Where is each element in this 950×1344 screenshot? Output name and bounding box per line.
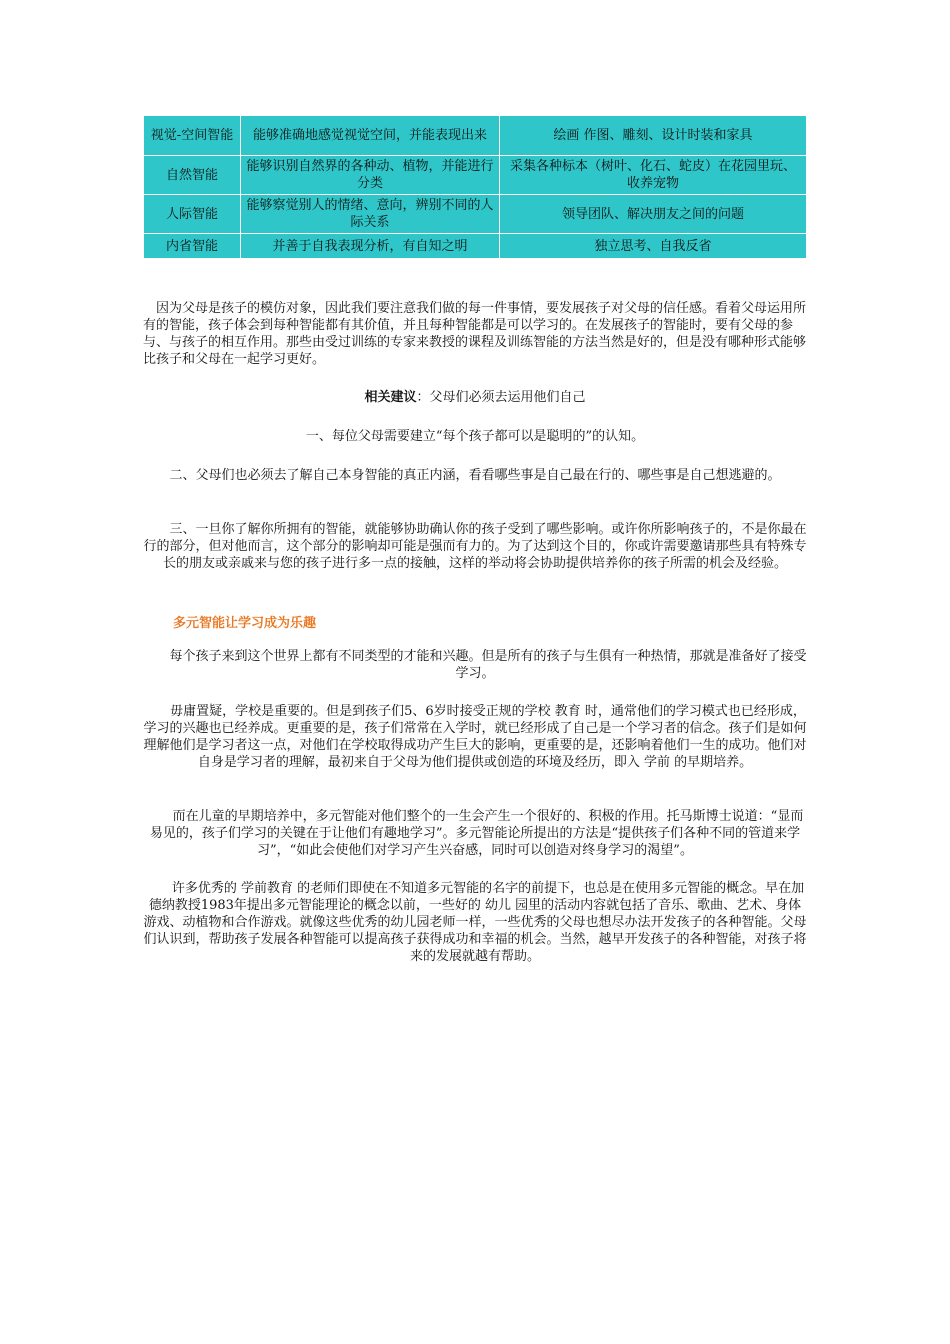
intelligence-description: 能够准确地感觉视觉空间，并能表现出来	[241, 116, 500, 156]
intelligence-table	[143, 115, 807, 259]
intelligence-activities: 领导团队、解决朋友之间的问题	[500, 195, 807, 234]
table-row	[144, 195, 807, 234]
intelligence-activities: 采集各种标本（树叶、化石、蛇皮）在花园里玩、收养宠物	[500, 156, 807, 195]
table-row	[144, 156, 807, 195]
section-heading: 多元智能让学习成为乐趣	[173, 616, 317, 631]
intelligence-activities: 独立思考、自我反省	[500, 234, 807, 259]
suggestion-three: 三、一旦你了解你所拥有的智能，就能够协助确认你的孩子受到了哪些影响。或许你所影响孩子的，不是你最在行的部分，但对他而言，这个部分的影响却可能是强而有力的。为了达到这个目的，你或许需要邀请那些具有特殊专长的朋友或亲戚来与您的孩子进行多一点的接触，这样的举动将会协助提供培养你的孩子所需的机会及经验。	[143, 522, 807, 571]
advice-label: 相关建议	[364, 390, 417, 405]
intelligence-name: 视觉-空间智能	[144, 116, 241, 156]
advice-text: ：父母们必须去运用他们自己	[416, 390, 586, 405]
table-row	[144, 116, 807, 156]
advice-line	[143, 389, 807, 406]
paragraph-early-training: 而在儿童的早期培养中，多元智能对他们整个的一生会产生一个很好的、积极的作用。托马斯博士说道：“显而易见的，孩子们学习的关键在于让他们有趣地学习”。多元智能论所提出的方法是“提供孩子们各种不同的管道来学习”，“如此会使他们对学习产生兴奋感，同时可以创造对终身学习的渴望”。	[149, 809, 804, 858]
paragraph-parents-model: 因为父母是孩子的模仿对象，因此我们要注意我们做的每一件事情，要发展孩子对父母的信任感。看着父母运用所有的智能，孩子体会到每种智能都有其价值，并且每种智能都是可以学习的。在发展孩子的智能时，要有父母的参与、与孩子的相互作用。那些由受过训练的专家来教授的课程及训练智能的方法当然是好的，但是没有哪种形式能够比孩子和父母在一起学习更好。	[143, 301, 807, 367]
table-row	[144, 234, 807, 259]
suggestion-two: 二、父母们也必须去了解自己本身智能的真正内涵，看看哪些事是自己最在行的、哪些事是自己想逃避的。	[169, 468, 781, 483]
paragraph-preschool-teachers: 许多优秀的 学前教育 的老师们即使在不知道多元智能的名字的前提下，也总是在使用多元智能的概念。早在加德纳教授1983年提出多元智能理论的概念以前，一些好的 幼儿 园里的活动内容就包括了音乐、歌曲、艺术、身体游戏、动植物和合作游戏。就像这些优秀的幼儿园老师一样，一些优秀的父母也想尽办法开发孩子的各种智能。父母们认识到，帮助孩子发展各种智能可以提高孩子获得成功和幸福的机会。当然，越早开发孩子的各种智能，对孩子将来的发展就越有帮助。	[143, 881, 807, 964]
intelligence-description: 能够察觉别人的情绪、意向，辨别不同的人际关系	[241, 195, 500, 234]
intelligence-name: 内省智能	[144, 234, 241, 259]
paragraph-children-interests: 每个孩子来到这个世界上都有不同类型的才能和兴趣。但是所有的孩子与生俱有一种热情，那就是准备好了接受学习。	[169, 649, 807, 681]
suggestion-one: 一、每位父母需要建立“每个孩子都可以是聪明的”的认知。	[305, 429, 645, 444]
intelligence-activities: 绘画 作图、雕刻、设计时装和家具	[500, 116, 807, 156]
paragraph-school-importance: 毋庸置疑，学校是重要的。但是到孩子们5、6岁时接受正规的学校 教育 时，通常他们的学习模式也已经形成，学习的兴趣也已经养成。更重要的是，孩子们常常在入学时，就已经形成了自己是一个学习者的信念。孩子们是如何理解他们是学习者这一点，对他们在学校取得成功产生巨大的影响，更重要的是，还影响着他们一生的成功。他们对自身是学习者的理解，最初来自于父母为他们提供或创造的环境及经历，即入 学前 的早期培养。	[143, 704, 807, 770]
intelligence-description: 并善于自我表现分析，有自知之明	[241, 234, 500, 259]
intelligence-description: 能够识别自然界的各种动、植物，并能进行分类	[241, 156, 500, 195]
intelligence-name: 人际智能	[144, 195, 241, 234]
intelligence-name: 自然智能	[144, 156, 241, 195]
